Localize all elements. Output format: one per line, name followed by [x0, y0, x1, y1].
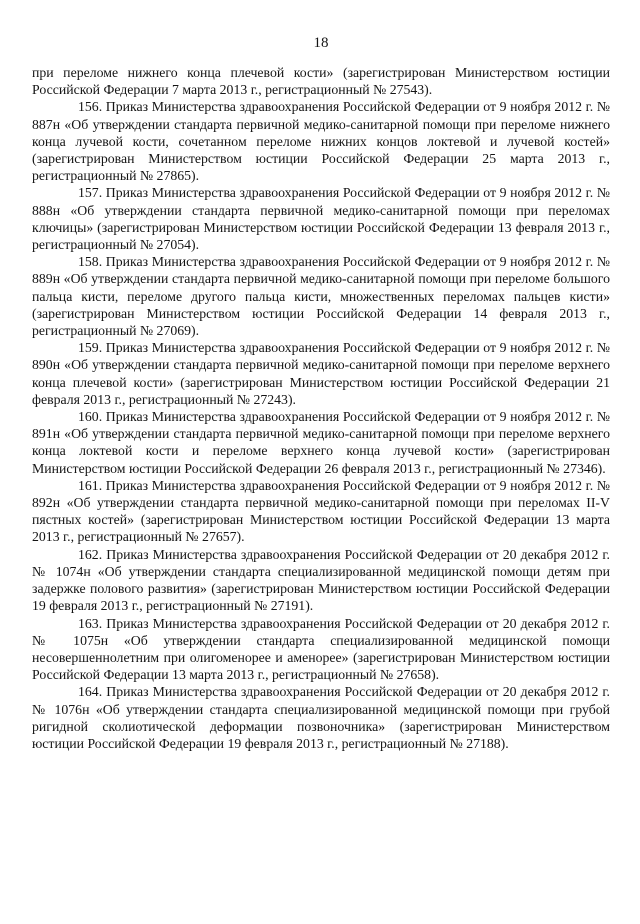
- paragraph: 164. Приказ Министерства здравоохранения Российской Федерации от 20 декабря 2012 г. № 1076н «Об утверждении стандарта специализированной медицинской помощи при грубой ригидной сколиотической деформации позвоночника» (зарегистрирован Министерством юстиции Российской Федерации 19 февраля 2013 г., регистрационный № 27188).: [32, 684, 610, 751]
- paragraph: 156. Приказ Министерства здравоохранения Российской Федерации от 9 ноября 2012 г. № 887н «Об утверждении стандарта первичной медико-санитарной помощи при переломе нижнего конца лучевой кости, сочетанном переломе нижних концов локтевой и лучевой костей» (зарегистрирован Министерством юстиции Российской Федерации 25 марта 2013 г., регистрационный № 27865).: [32, 99, 610, 184]
- paragraph: 163. Приказ Министерства здравоохранения Российской Федерации от 20 декабря 2012 г. № 1075н «Об утверждении стандарта специализированной медицинской помощи несовершеннолетним при олигоменорее и аменорее» (зарегистрирован Министерством юстиции Российской Федерации 13 марта 2013 г., регистрационный № 27658).: [32, 615, 610, 683]
- paragraph: 157. Приказ Министерства здравоохранения Российской Федерации от 9 ноября 2012 г. № 888н «Об утверждении стандарта первичной медико-санитарной помощи при переломах ключицы» (зарегистрирован Министерством юстиции Российской Федерации 13 февраля 2013 г., регистрационный № 27054).: [32, 185, 610, 253]
- document-body: [32, 64, 610, 752]
- paragraph: 162. Приказ Министерства здравоохранения Российской Федерации от 20 декабря 2012 г. № 1074н «Об утверждении стандарта специализированной медицинской помощи детям при задержке полового развития» (зарегистрирован Министерством юстиции Российской Федерации 19 февраля 2013 г., регистрационный № 27191).: [32, 546, 610, 614]
- paragraph: 161. Приказ Министерства здравоохранения Российской Федерации от 9 ноября 2012 г. № 892н «Об утверждении стандарта первичной медико-санитарной помощи при переломах II-V пястных костей» (зарегистрирован Министерством юстиции Российской Федерации 13 марта 2013 г., регистрационный № 27657).: [32, 477, 610, 545]
- paragraph: 160. Приказ Министерства здравоохранения Российской Федерации от 9 ноября 2012 г. № 891н «Об утверждении стандарта первичной медико-санитарной помощи при переломе верхнего конца локтевой кости и переломе верхнего конца лучевой кости» (зарегистрирован Министерством юстиции Российской Федерации 26 февраля 2013 г., регистрационный № 27346).: [32, 409, 610, 476]
- paragraph: 159. Приказ Министерства здравоохранения Российской Федерации от 9 ноября 2012 г. № 890н «Об утверждении стандарта первичной медико-санитарной помощи при переломе верхнего конца плечевой кости» (зарегистрирован Министерством юстиции Российской Федерации 21 февраля 2013 г., регистрационный № 27243).: [32, 340, 610, 407]
- paragraph: 158. Приказ Министерства здравоохранения Российской Федерации от 9 ноября 2012 г. № 889н «Об утверждении стандарта первичной медико-санитарной помощи при переломе большого пальца кисти, переломе другого пальца кисти, множественных переломах пальцев кисти» (зарегистрирован Министерством юстиции Российской Федерации 14 февраля 2013 г., регистрационный № 27069).: [32, 254, 610, 339]
- page-number: 18: [313, 35, 329, 51]
- paragraph: при переломе нижнего конца плечевой кости» (зарегистрирован Министерством юстиции Российской Федерации 7 марта 2013 г., регистрационный № 27543).: [32, 65, 610, 98]
